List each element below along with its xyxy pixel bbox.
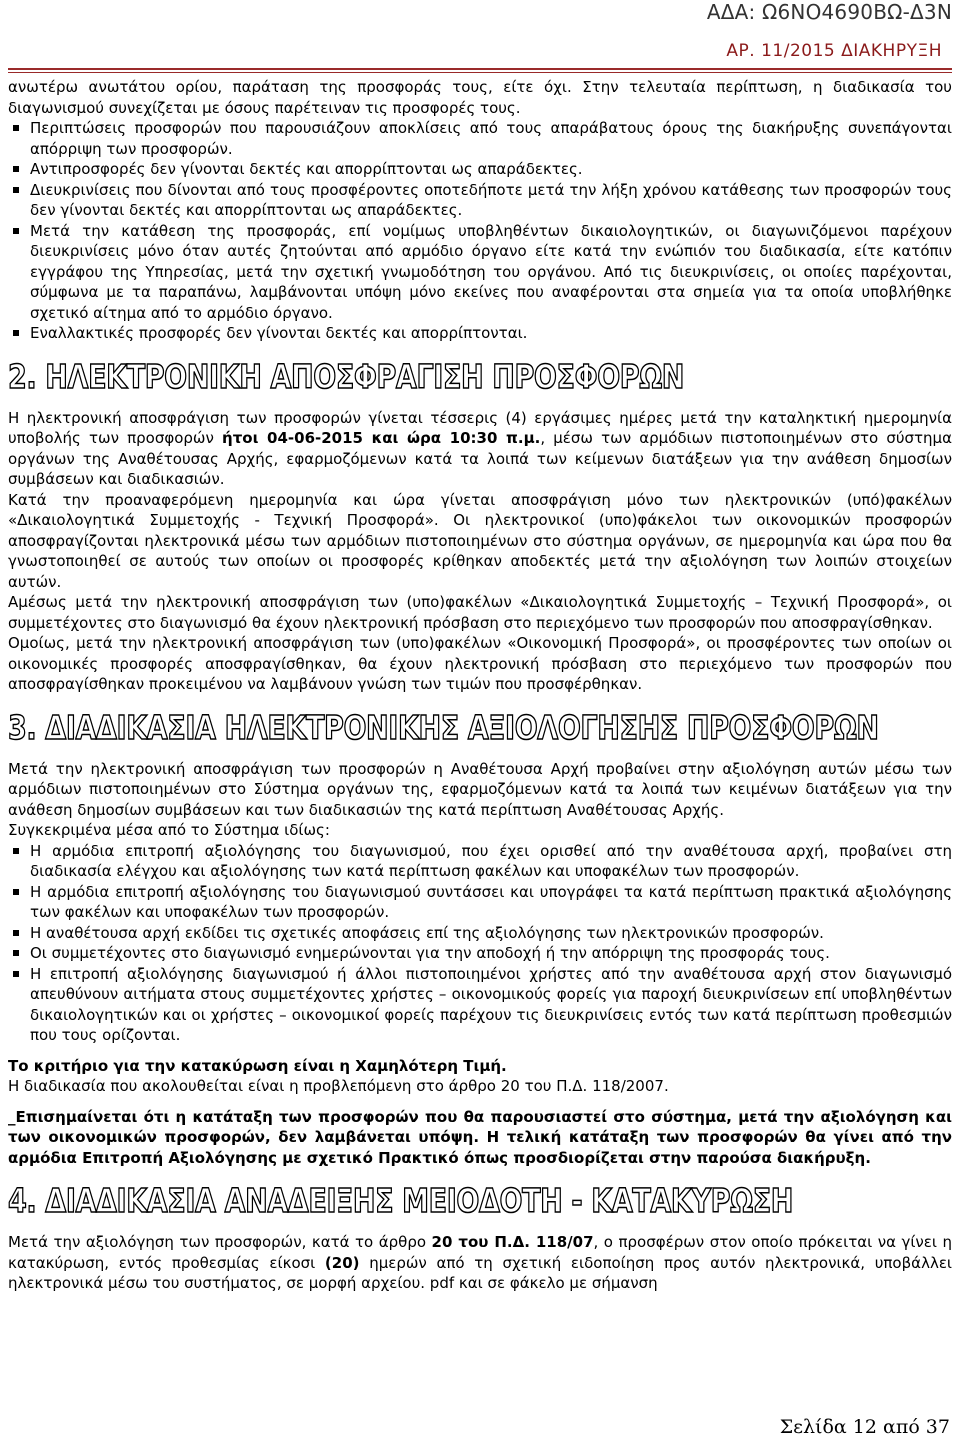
section-3-paragraph-2: Συγκεκριμένα μέσα από το Σύστημα ιδίως: <box>8 821 330 839</box>
bullet-square-icon <box>13 971 19 977</box>
bullet-square-icon <box>13 930 19 936</box>
header-rule-thick <box>8 68 952 70</box>
list-item: Αντιπροσφορές δεν γίνονται δεκτές και απορρίπτονται ως απαράδεκτες. <box>8 159 952 180</box>
section-4-heading: 4. ΔΙΑΔΙΚΑΣΙΑ ΑΝΑΔΕΙΞΗΣ ΜΕΙΟΔΟΤΗ - ΚΑΤΑΚΥΡΩΣΗ <box>8 1181 794 1220</box>
section-3-heading: 3. ΔΙΑΔΙΚΑΣΙΑ ΗΛΕΚΤΡΟΝΙΚΗΣ ΑΞΙΟΛΟΓΗΣΗΣ ΠΡΟΣΦΟΡΩΝ <box>8 707 879 747</box>
section-2-paragraph-2: Κατά την προαναφερόμενη ημερομηνία και ώρα γίνεται αποσφράγιση μόνο των ηλεκτρονικών (υπό)φακέλων «Δικαιολογητικά Συμμετοχής - Τεχνική Προσφορά». Οι ηλεκτρονικοί (υπο)φάκελοι των οικονομικών προσφορών αποσφραγίζονται ηλεκτρονικά μέσω των αρμόδιων πιστοποιημένων στο σύστημα οργάνων, σε ημερομηνία και ώρα που θα γνωστοποιηθεί σε αυτούς των οποίων οι προσφορές κρίθηκαν αποδεκτές μετά την αξιολόγηση των λοιπών στοιχείων αυτών. <box>8 490 952 591</box>
bullet-square-icon <box>13 125 19 131</box>
list-item: Η αναθέτουσα αρχή εκδίδει τις σχετικές αποφάσεις επί της αξιολόγησης των ηλεκτρονικών προσφορών. <box>8 923 952 944</box>
list-item: Η επιτροπή αξιολόγησης διαγωνισμού ή άλλοι πιστοποιημένοι χρήστες από την αναθέτουσα αρχή στον διαγωνισμό απευθύνουν αιτήματα στους συμμετέχοντες χρήστες – οικονομικούς φορείς για παροχή διευκρινίσεων επί υποβληθέντων δικαιολογητικών και οι χρήστες – οικονομικοί φορείς παρέχουν τις διευκρινίσεις εντός των κατά περίπτωση προθεσμιών που τους ορίζονται. <box>8 964 952 1046</box>
list-item: Μετά την κατάθεση της προσφοράς, επί νομίμως υποβληθέντων δικαιολογητικών, οι διαγωνιζόμενοι παρέχουν διευκρινίσεις μόνο όταν αυτές ζητούνται από αρμόδιο όργανο είτε κατά την ενώπιόν του διαδικασία, είτε κατόπιν εγγράφου της Υπηρεσίας, μετά την σχετική γνωμοδότηση του οργάνου. Από τις διευκρινίσεις, οι οποίες παρέχονται, σύμφωνα με τα παραπάνω, λαμβάνονται υπόψη μόνο εκείνες που αναφέρονται στα σημεία για τα οποία υποβλήθηκε σχετικό αίτημα από το αρμόδιο όργανο. <box>8 221 952 324</box>
bullet-square-icon <box>13 228 19 234</box>
evaluation-note: _Επισημαίνεται ότι η κατάταξη των προσφορών που θα παρουσιαστεί στο σύστημα, μετά την αξιολόγηση και των οικονομικών προσφορών, δεν λαμβάνεται υπόψη. Η τελική κατάταξη των προσφορών θα γίνει από την αρμόδια Επιτροπή Αξιολόγησης με σχετικό Πρακτικό όπως προσδιορίζεται στην παρούσα διακήρυξη. <box>8 1107 952 1167</box>
list-item: Η αρμόδια επιτροπή αξιολόγησης του διαγωνισμού συντάσσει και υπογράφει τα κατά περίπτωση πρακτικά αξιολόγησης των φακέλων και υποφακέλων των προσφορών. <box>8 882 952 923</box>
bullet-square-icon <box>13 889 19 895</box>
bullet-square-icon <box>13 187 19 193</box>
list-item: Περιπτώσεις προσφορών που παρουσιάζουν αποκλίσεις από τους απαράβατους όρους της διακήρυξης συνεπάγονται απόρριψη των προσφορών. <box>8 118 952 159</box>
award-criterion: Το κριτήριο για την κατακύρωση είναι η Χαμηλότερη Τιμή. <box>8 1056 507 1075</box>
page-number: Σελίδα 12 από 37 <box>779 1416 950 1438</box>
section-2-paragraph-3: Αμέσως μετά την ηλεκτρονική αποσφράγιση των (υπο)φακέλων «Δικαιολογητικά Συμμετοχής – Τεχνική Προσφορά», οι συμμετέχοντες στο διαγωνισμό θα έχουν ηλεκτρονική πρόσβαση στο περιεχόμενο των προσφορών που αποσφραγίσθηκαν. <box>8 593 952 632</box>
list-item: Οι συμμετέχοντες στο διαγωνισμό ενημερώνονται για την αποδοχή ή την απόρριψη της προσφοράς τους. <box>8 943 952 964</box>
section-3-paragraph-1: Μετά την ηλεκτρονική αποσφράγιση των προσφορών η Αναθέτουσα Αρχή προβαίνει στην αξιολόγηση αυτών μέσω των αρμόδιων πιστοποιημένων στο Σύστημα οργάνων της, εφαρμοζόμενων κατά τα λοιπά των κειμένων διατάξεων για την ανάθεση δημοσίων συμβάσεων και των διαδικασιών της κατά περίπτωση Αναθέτουσας Αρχής. <box>8 759 952 819</box>
intro-continuation: ανωτέρω ανωτάτου ορίου, παράταση της προσφοράς τους, είτε όχι. Στην τελευταία περίπτωση, η διαδικασία του διαγωνισμού συνεχίζεται με όσους παρέτειναν τις προσφορές τους. <box>8 78 952 117</box>
document-body <box>8 77 952 1294</box>
list-item: Εναλλακτικές προσφορές δεν γίνονται δεκτές και απορρίπτονται. <box>8 323 952 344</box>
section-2-paragraph-1: Η ηλεκτρονική αποσφράγιση των προσφορών γίνεται τέσσερις (4) εργάσιμες ημέρες μετά την καταληκτική ημερομηνία υποβολής των προσφορών ήτοι 04-06-2015 και ώρα 10:30 π.μ., μέσω των αρμόδιων πιστοποιημένων στο σύστημα οργάνων της Αναθέτουσας Αρχής, εφαρμοζόμενων κατά τα λοιπά των κείμενων διατάξεων για την ανάθεση δημοσίων συμβάσεων και διαδικασιών. <box>8 408 952 488</box>
procedure-reference: Η διαδικασία που ακολουθείται είναι η προβλεπόμενη στο άρθρο 20 του Π.Δ. 118/2007. <box>8 1077 669 1095</box>
ada-code: ΑΔΑ: Ω6ΝΟ4690ΒΩ-Δ3Ν <box>706 0 952 24</box>
section-2-heading: 2. ΗΛΕΚΤΡΟΝΙΚΗ ΑΠΟΣΦΡΑΓΙΣΗ ΠΡΟΣΦΟΡΩΝ <box>8 356 685 396</box>
section-3-bullet-list <box>8 841 952 1046</box>
section-4-paragraph-1: Μετά την αξιολόγηση των προσφορών, κατά το άρθρο 20 του Π.Δ. 118/07, ο προσφέρων στον οποίο πρόκειται να γίνει η κατακύρωση, εντός προθεσμίας είκοσι (20) ημερών από τη σχετική ειδοποίηση προς αυτόν ηλεκτρονικά, υποβάλλει ηλεκτρονικά μέσω του συστήματος, σε μορφή αρχείου. pdf και σε φάκελο με σήμανση <box>8 1233 953 1292</box>
list-item: Η αρμόδια επιτροπή αξιολόγησης του διαγωνισμού, που έχει ορισθεί από την αναθέτουσα αρχή, προβαίνει στη διαδικασία ελέγχου και αξιολόγησης των κατά περίπτωση φακέλων και υποφακέλων των προσφορών. <box>8 841 952 882</box>
header-rule-thin <box>8 72 952 73</box>
bullet-square-icon <box>13 330 19 336</box>
bullet-square-icon <box>13 950 19 956</box>
section-2-paragraph-4: Ομοίως, μετά την ηλεκτρονική αποσφράγιση των (υπο)φακέλων «Οικονομική Προσφορά», οι προσφέροντες των οποίων οι οικονομικές προσφορές αποσφραγίσθηκαν, θα έχουν ηλεκτρονική πρόσβαση στο περιεχόμενο των προσφορών που αποσφραγίσθηκαν προκειμένου να λαμβάνουν γνώση των τιμών που προσφέρθηκαν. <box>8 634 952 693</box>
document-reference: ΑΡ. 11/2015 ΔΙΑΚΗΡΥΞΗ <box>726 41 942 61</box>
intro-bullet-list <box>8 118 952 344</box>
list-item: Διευκρινίσεις που δίνονται από τους προσφέροντες οποτεδήποτε μετά την λήξη χρόνου κατάθεσης των προσφορών τους δεν γίνονται δεκτές και απορρίπτονται ως απαράδεκτες. <box>8 180 952 221</box>
bullet-square-icon <box>13 166 19 172</box>
bullet-square-icon <box>13 848 19 854</box>
